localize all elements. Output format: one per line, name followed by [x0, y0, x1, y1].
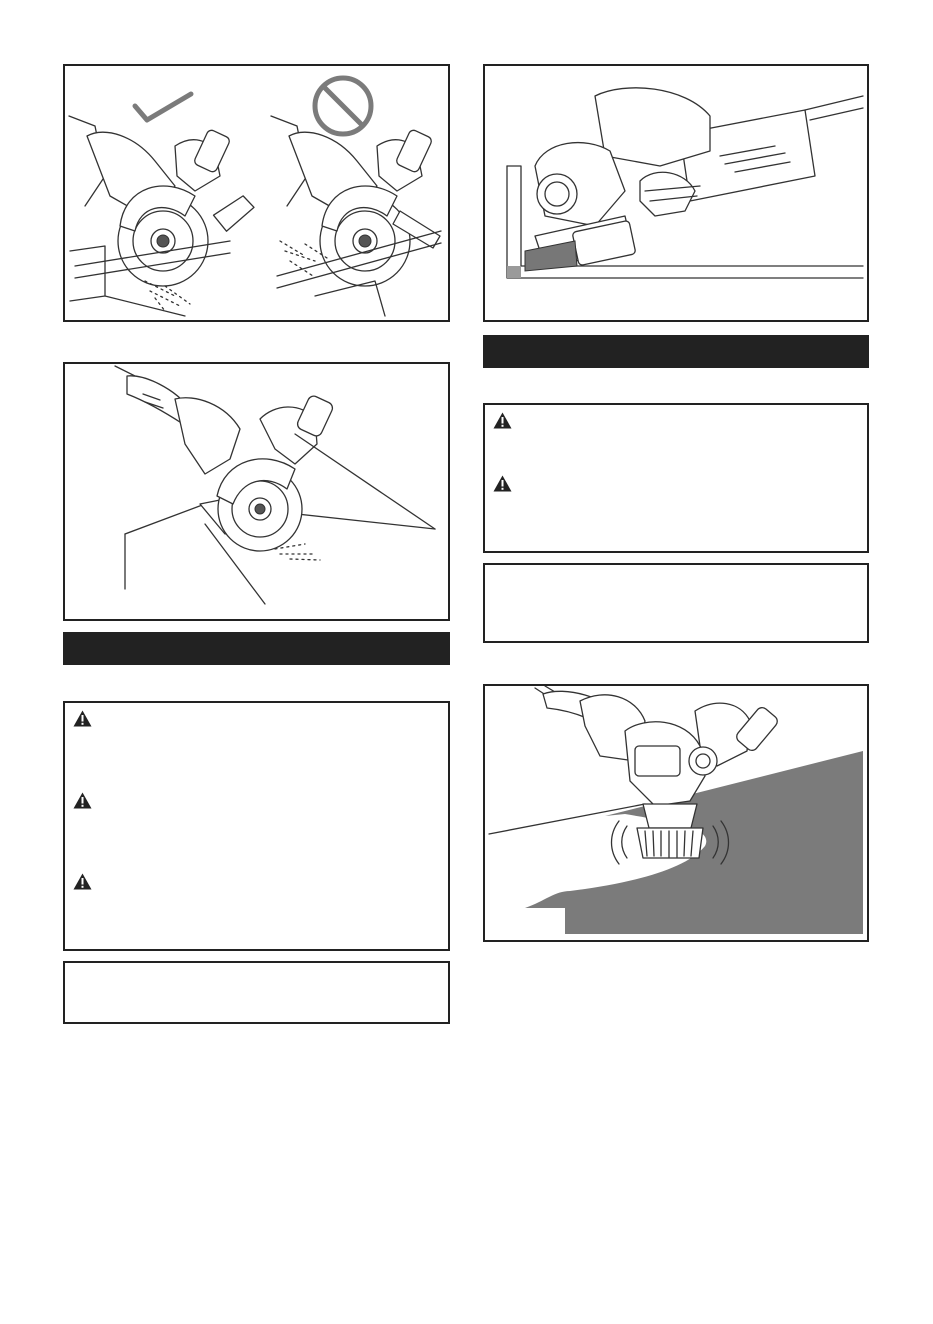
warning-icon [493, 412, 512, 429]
warning-icon [493, 475, 512, 492]
warning-icon [73, 792, 92, 809]
note-box-right [483, 563, 869, 643]
warning-icon [73, 873, 92, 890]
warnings-box-left [63, 701, 450, 951]
warnings-box-right [483, 403, 869, 553]
check-mark-icon [135, 94, 191, 120]
figure-wire-brush-surface [483, 684, 869, 942]
section-header-bar-right [483, 335, 869, 368]
section-header-bar-left [63, 632, 450, 665]
figure-cutting-corner [483, 64, 869, 322]
correct-example [69, 94, 258, 316]
figure-cutting-block [63, 362, 450, 621]
note-box-left [63, 961, 450, 1024]
warning-icon [73, 710, 92, 727]
figure-cutting-pipe [63, 64, 450, 322]
prohibited-example [271, 78, 441, 316]
